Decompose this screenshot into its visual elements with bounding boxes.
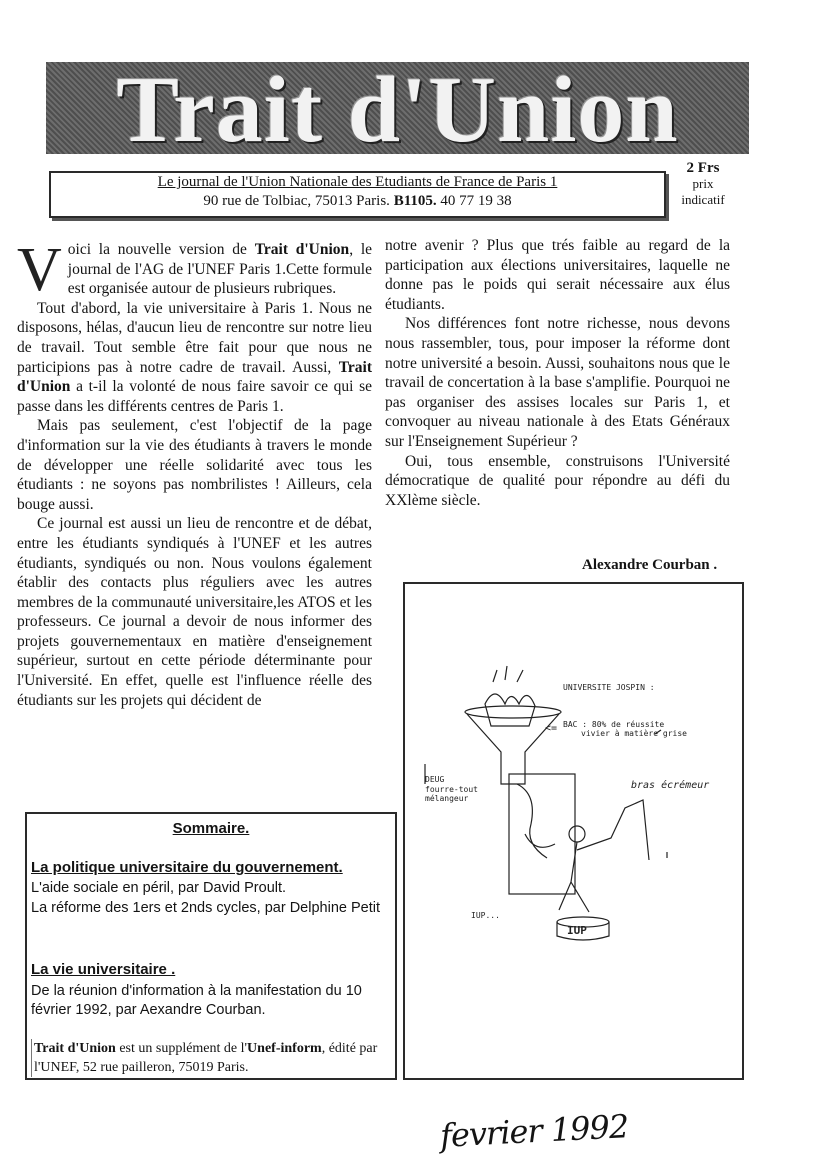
cartoon-deug-label2: fourre-tout <box>425 785 478 794</box>
cartoon-iup-sign: IUP <box>567 924 587 937</box>
article-paragraph: Mais pas seulement, c'est l'objectif de la page d'information sur la vie des étudiants à travers le monde de développer une réelle solidarité avec tous les étudiants : ne soyons pas nombrilistes ! Ailleurs, cela bouge aussi. <box>17 417 372 513</box>
cartoon-illustration <box>405 584 742 1078</box>
cartoon-deug-label: DEUG <box>425 775 445 784</box>
newspaper-title: Trait d'Union <box>116 58 679 162</box>
price-amount: 2 Frs <box>686 160 720 176</box>
cartoon-title: UNIVERSITE JOSPIN : <box>563 683 655 692</box>
cartoon-frame <box>403 582 744 1080</box>
toc-section-heading: La vie universitaire . <box>31 961 176 978</box>
students-crowd-drawing <box>485 694 535 726</box>
masthead-banner <box>46 58 749 162</box>
street-address: 90 rue de Tolbiac, 75013 Paris. <box>203 193 390 209</box>
newspaper-subtitle: Le journal de l'Union Nationale des Etudiants de France de Paris 1 <box>157 174 558 190</box>
funnel-rim <box>465 706 561 718</box>
article-paragraph: Nos différences font notre richesse, nous devons nous rassembler, tous, pour imposer la réforme dont notre université a besoin. Aussi, souhaitons nous que le travail de concertation à la base s'amplifie. Pourquoi ne pas organiser des assises locales sur Paris 1, et convoquer au niveau nationale à des Etats Généraux sur l'Enseignement Supérieur ? <box>385 315 730 450</box>
phone-number: 40 77 19 38 <box>440 193 512 209</box>
toc-item: De la réunion d'information à la manifestation du 10 février 1992, par Aexandre Courban. <box>31 983 362 1018</box>
parent-publication-name: Unef-inform <box>247 1041 322 1056</box>
article-paragraph: Oui, tous ensemble, construisons l'Université démocratique de qualité pour répondre au défi du XXlème siècle. <box>385 452 730 509</box>
machine-drawing <box>509 774 575 894</box>
article-paragraph: Tout d'abord, la vie universitaire à Paris 1. Nous ne disposons, hélas, d'aucun lieu de rencontre sur notre lieu de travail. Tout semble être fait pour que nous ne participions pas à notre cadre de travail. Aussi, Trait d'Union a t-il la volonté de nous faire savoir ce qui se passe dans les différents centres de Paris 1. <box>17 299 372 415</box>
table-of-contents <box>25 812 397 1080</box>
article-paragraph: notre avenir ? Plus que trés faible au regard de la participation aux élections universitaires, laquelle ne donne pas le poids qui serait nécessaire aux élus étudiants. <box>385 237 730 313</box>
author-signature: Alexandre Courban . <box>582 557 718 573</box>
price-label-indicatif: indicatif <box>681 192 725 207</box>
cartoon-bras-label: bras écrémeur <box>631 780 710 791</box>
box-number: B1105. <box>393 193 437 209</box>
journal-name: Trait d'Union <box>17 358 372 396</box>
cartoon-deug-label3: mélangeur <box>425 794 469 803</box>
address-line <box>51 193 664 210</box>
handwritten-date: fevrier 1992 <box>439 1107 630 1155</box>
toc-section-heading: La politique universitaire du gouvernement. <box>31 859 343 876</box>
article-left-column <box>17 236 373 710</box>
cartoon-iup-left: IUP... <box>471 911 500 920</box>
article-paragraph: Voici la nouvelle version de Trait d'Union, le journal de l'AG de l'UNEF Paris 1.Cette formule est organisée autour de plusieurs rubriques. <box>17 236 373 304</box>
price-label: prix <box>692 176 714 191</box>
publication-note: Trait d'Union est un supplément de l'Unef-inform, édité par l'UNEF, 52 rue pailleron, 75019 Paris. <box>31 1039 396 1077</box>
publication-info-box <box>49 171 666 218</box>
journal-name: Trait d'Union <box>34 1041 116 1056</box>
cartoon-bac-line2: vivier à matière grise <box>581 729 687 738</box>
character-head-drawing <box>569 826 585 842</box>
cartoon-arrow: <= <box>545 723 558 734</box>
cartoon-bac-line1: BAC : 80% de réussite <box>563 720 665 729</box>
toc-title: Sommaire. <box>172 820 250 837</box>
character-body-drawing <box>559 800 649 912</box>
toc-item: L'aide sociale en péril, par David Proult. <box>31 880 287 896</box>
toc-item: La réforme des 1ers et 2nds cycles, par Delphine Petit <box>31 900 380 916</box>
price-block <box>668 160 738 208</box>
journal-name: Trait d'Union <box>254 241 350 258</box>
article-paragraph: Ce journal est aussi un lieu de rencontre et de débat, entre les étudiants syndiqués à l'UNEF et les autres étudiants, syndiqués ou non. Nous voulons également établir des contacts plus réguliers avec les autres membres de la communauté universitaire,les ATOS et les professeurs. Ce journal a devoir de nous informer des projets gouvernementaux en matière d'enseignement supérieur, surtout en cette période déterminante pour l'Université. En effet, quelle est l'influence réelle des étudiants sur les projets qui décident de <box>17 515 372 709</box>
drop-cap: V <box>17 236 62 304</box>
article-right-column <box>385 236 730 510</box>
